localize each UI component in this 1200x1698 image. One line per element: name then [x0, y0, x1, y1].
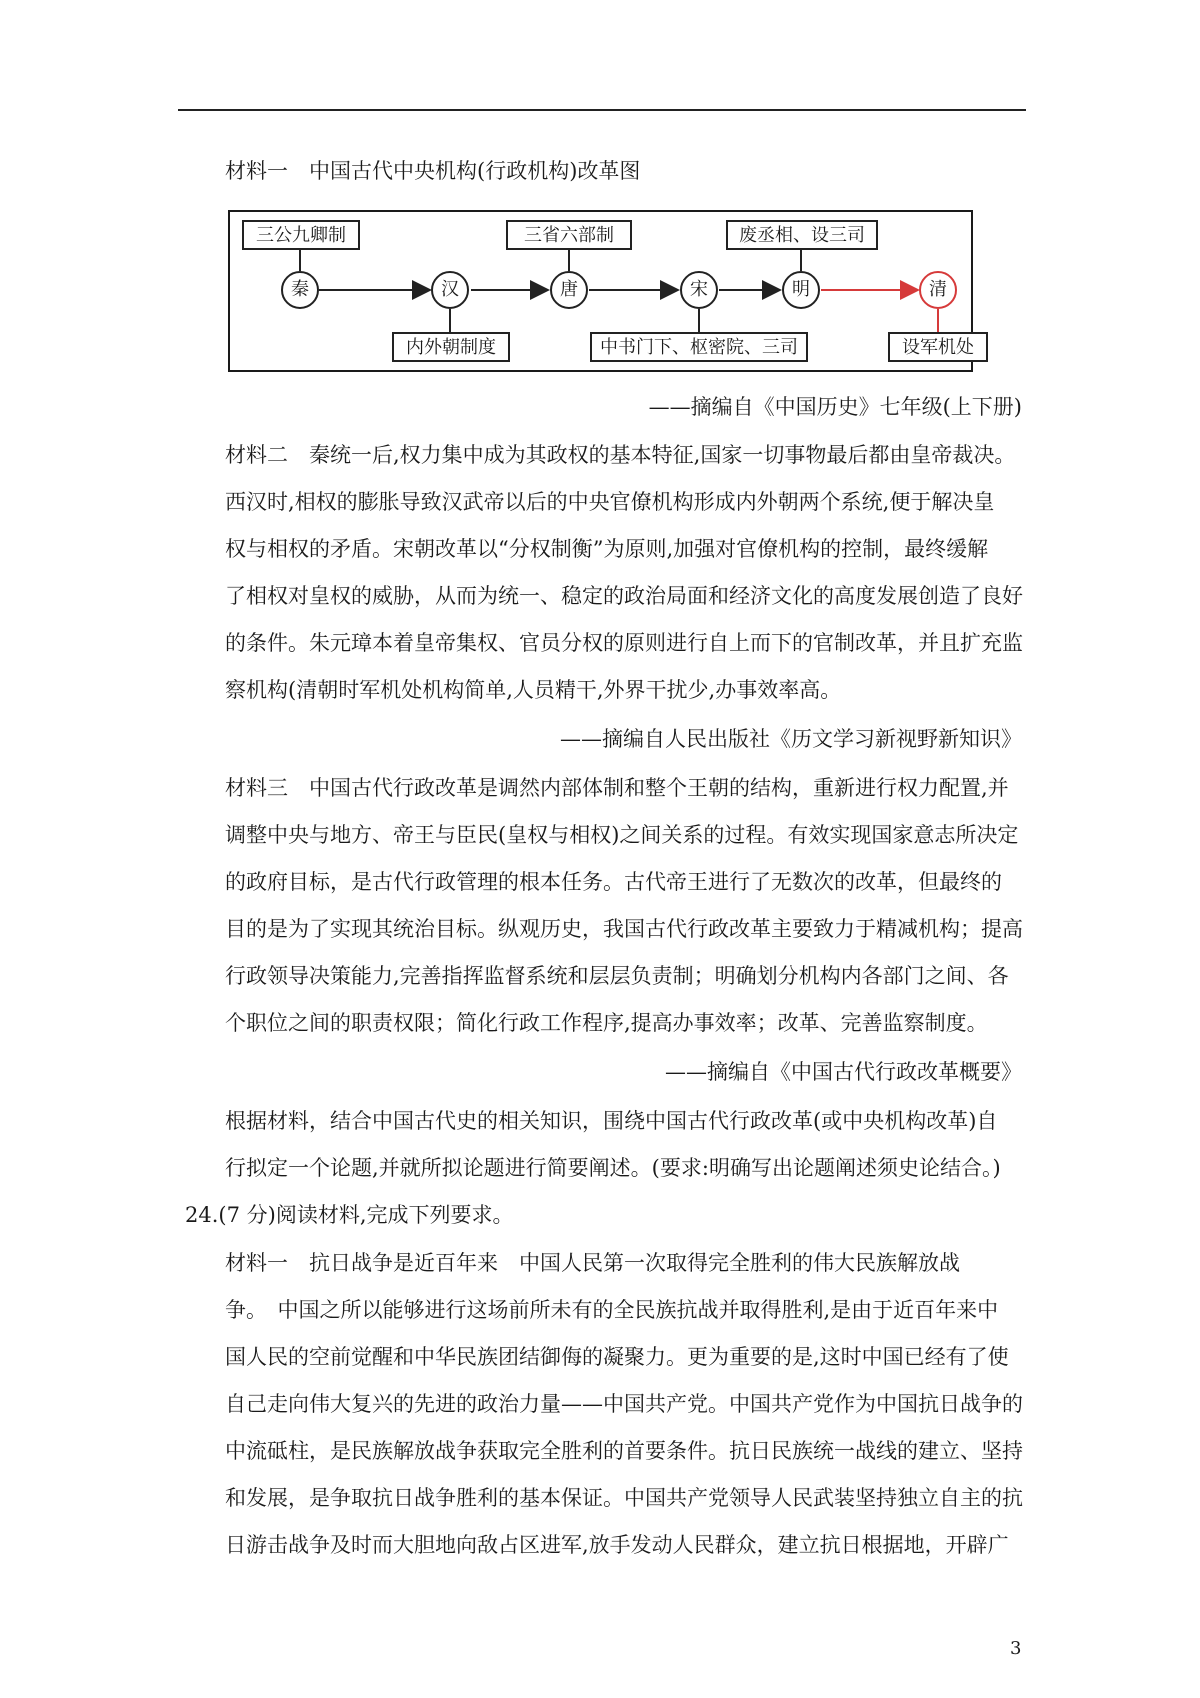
node-han: 汉: [431, 271, 469, 309]
material4-line: 中流砥柱，是民族解放战争获取完全胜利的首要条件。抗日民族统一战线的建立、坚持: [225, 1439, 1023, 1463]
box-sansheng-liubu: 三省六部制: [506, 220, 632, 250]
box-sangong-jiuqing: 三公九卿制: [242, 220, 360, 250]
material2-line: 材料二 秦统一后,权力集中成为其政权的基本特征,国家一切事物最后都由皇帝裁决。: [225, 443, 1016, 467]
material3-line: 调整中央与地方、帝王与臣民(皇权与相权)之间关系的过程。有效实现国家意志所决定: [225, 823, 1019, 847]
material4-line: 和发展，是争取抗日战争胜利的基本保证。中国共产党领导人民武装坚持独立自主的抗: [225, 1486, 1023, 1510]
header-rule: [178, 109, 1026, 111]
node-ming: 明: [782, 271, 820, 309]
material2-line: 西汉时,相权的膨胀导致汉武帝以后的中央官僚机构形成内外朝两个系统,便于解决皇: [225, 490, 995, 514]
material3-line: 材料三 中国古代行政改革是调然内部体制和整个王朝的结构，重新进行权力配置,并: [225, 776, 1009, 800]
material2-line: 权与相权的矛盾。宋朝改革以“分权制衡”为原则,加强对官僚机构的控制，最终缓解: [225, 537, 989, 561]
box-neiwaichao: 内外朝制度: [392, 332, 510, 362]
reform-diagram: [228, 210, 973, 372]
material4-line: 材料一 抗日战争是近百年来 中国人民第一次取得完全胜利的伟大民族解放战: [225, 1251, 960, 1275]
source-line-3: ——摘编自《中国古代行政改革概要》: [665, 1060, 1022, 1084]
task-line: 根据材料，结合中国古代史的相关知识，围绕中国古代行政改革(或中央机构改革)自: [225, 1109, 998, 1133]
material3-line: 个职位之间的职责权限；简化行政工作程序,提高办事效率；改革、完善监察制度。: [225, 1011, 988, 1035]
task-line: 行拟定一个论题,并就所拟论题进行简要阐述。(要求:明确写出论题阐述须史论结合。): [225, 1156, 1001, 1180]
material3-line: 的政府目标，是古代行政管理的根本任务。古代帝王进行了无数次的改革，但最终的: [225, 870, 1002, 894]
box-junjichu: 设军机处: [888, 332, 988, 362]
source-line-2: ——摘编自人民出版社《历文学习新视野新知识》: [560, 727, 1022, 751]
page-number: 3: [1010, 1638, 1022, 1659]
node-qing: 清: [919, 271, 957, 309]
material4-line: 争。 中国之所以能够进行这场前所未有的全民族抗战并取得胜利,是由于近百年来中: [225, 1298, 999, 1322]
node-qin: 秦: [281, 271, 319, 309]
node-song: 宋: [680, 271, 718, 309]
source-line-1: ——摘编自《中国历史》七年级(上下册): [648, 395, 1022, 419]
question-24-heading: 24.(7 分)阅读材料,完成下列要求。: [185, 1203, 514, 1227]
material2-line: 察机构(清朝时军机处机构简单,人员精干,外界干扰少,办事效率高。: [225, 678, 842, 702]
material4-line: 国人民的空前觉醒和中华民族团结御侮的凝聚力。更为重要的是,这时中国已经有了使: [225, 1345, 1009, 1369]
material4-line: 日游击战争及时而大胆地向敌占区进军,放手发动人民群众，建立抗日根据地，开辟广: [225, 1533, 1009, 1557]
diagram-title: 材料一 中国古代中央机构(行政机构)改革图: [225, 159, 641, 183]
box-zhongshu-menxia: 中书门下、枢密院、三司: [590, 332, 808, 362]
node-tang: 唐: [550, 271, 588, 309]
material3-line: 目的是为了实现其统治目标。纵观历史，我国古代行政改革主要致力于精减机构；提高: [225, 917, 1023, 941]
material2-line: 了相权对皇权的威胁，从而为统一、稳定的政治局面和经济文化的高度发展创造了良好: [225, 584, 1023, 608]
material4-line: 自己走向伟大复兴的先进的政治力量——中国共产党。中国共产党作为中国抗日战争的: [225, 1392, 1023, 1416]
box-fei-chengxiang: 废丞相、设三司: [726, 220, 878, 250]
material2-line: 的条件。朱元璋本着皇帝集权、官员分权的原则进行自上而下的官制改革，并且扩充监: [225, 631, 1023, 655]
material3-line: 行政领导决策能力,完善指挥监督系统和层层负责制；明确划分机构内各部门之间、各: [225, 964, 1009, 988]
